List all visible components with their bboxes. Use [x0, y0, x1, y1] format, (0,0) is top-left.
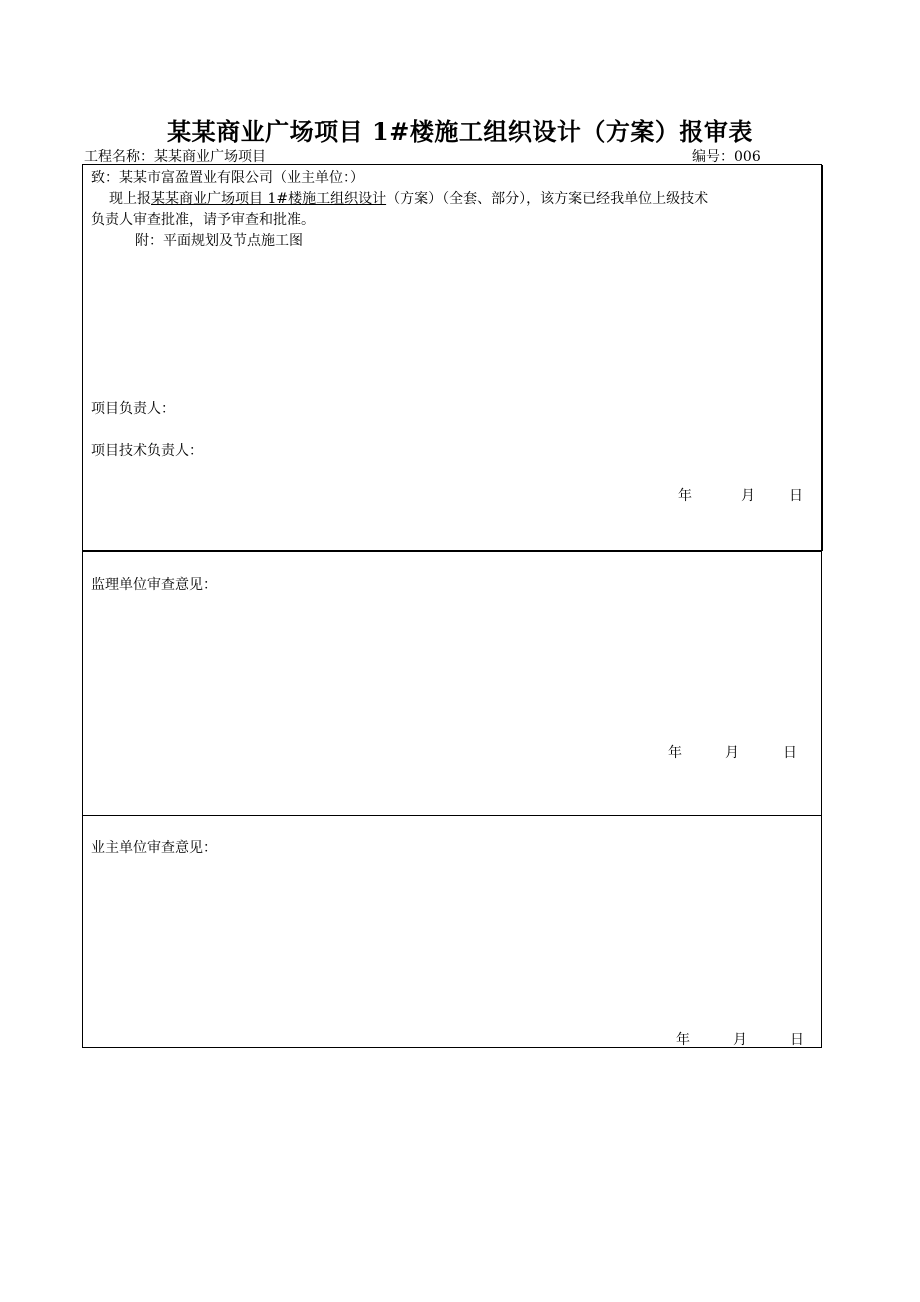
approval-form-table [82, 164, 822, 1048]
serial-label: 编号： [692, 149, 734, 165]
project-name [84, 146, 266, 166]
project-manager-label: 项目负责人： [91, 401, 175, 417]
project-name-value: 某某商业广场项目 [154, 149, 266, 165]
month-label: 月 [741, 488, 755, 504]
serial-value: 006 [734, 149, 761, 165]
body-prefix: 现上报 [109, 191, 151, 207]
year-label: 年 [676, 1032, 690, 1048]
body-suffix: （方案）（全套、部分），该方案已经我单位上级技术 [386, 191, 709, 207]
supervisor-opinion-label: 监理单位审查意见： [91, 577, 217, 593]
serial-number [692, 146, 761, 166]
body-plan-name: 某某商业广场项目 1#楼施工组织设计 [151, 191, 387, 207]
year-label: 年 [678, 488, 692, 504]
month-label: 月 [733, 1032, 747, 1048]
addressee-line: 致：某某市富盈置业有限公司（业主单位：） [91, 170, 364, 186]
day-label: 日 [790, 1032, 804, 1048]
day-label: 日 [783, 745, 797, 761]
day-label: 日 [789, 488, 803, 504]
form-title: 某某商业广场项目 1#楼施工组织设计（方案）报审表 [167, 117, 753, 146]
year-label: 年 [668, 745, 682, 761]
submission-body-line2: 负责人审查批准，请予审查和批准。 [91, 212, 315, 228]
section1-right-border [821, 165, 823, 551]
project-name-label: 工程名称： [84, 149, 154, 165]
owner-opinion-label: 业主单位审查意见： [91, 840, 217, 856]
tech-manager-label: 项目技术负责人： [91, 443, 203, 459]
submission-body-line1 [109, 189, 708, 209]
month-label: 月 [725, 745, 739, 761]
section-divider [83, 815, 821, 816]
attachment-line: 附：平面规划及节点施工图 [135, 233, 303, 249]
section-divider [83, 550, 821, 552]
